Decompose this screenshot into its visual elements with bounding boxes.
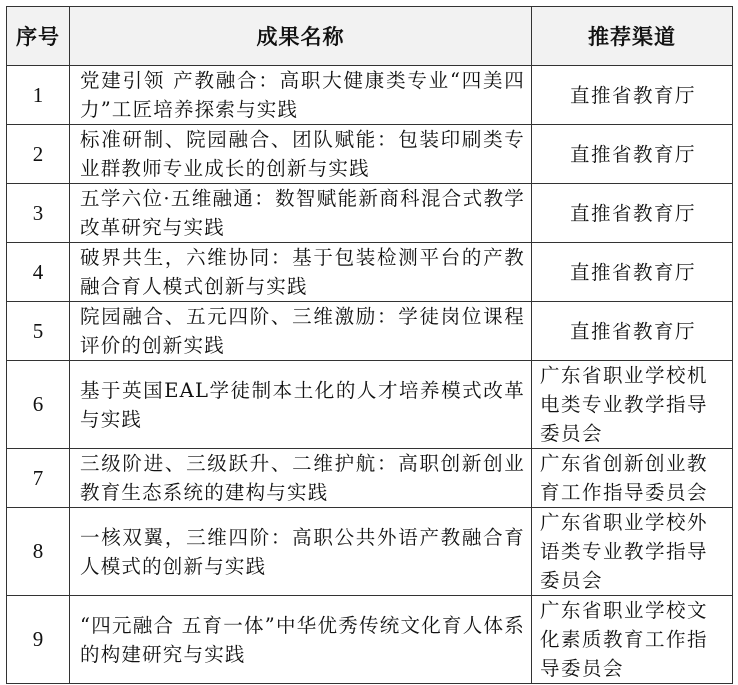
row-name: 院园融合、五元四阶、三维激励：学徒岗位课程评价的创新实践: [70, 302, 532, 361]
row-channel: 广东省职业学校外语类专业教学指导委员会: [532, 508, 733, 596]
row-channel: 直推省教育厅: [532, 66, 733, 125]
table-row: [7, 302, 733, 361]
row-channel: 广东省职业学校文化素质教育工作指导委员会: [532, 596, 733, 684]
table-row: [7, 596, 733, 684]
table-row: [7, 449, 733, 508]
table-row: [7, 184, 733, 243]
row-index: 3: [7, 184, 70, 243]
row-name: 党建引领 产教融合：高职大健康类专业“四美四力”工匠培养探索与实践: [70, 66, 532, 125]
row-name: 三级阶进、三级跃升、二维护航：高职创新创业教育生态系统的建构与实践: [70, 449, 532, 508]
row-name: 标准研制、院园融合、团队赋能：包装印刷类专业群教师专业成长的创新与实践: [70, 125, 532, 184]
row-channel: 直推省教育厅: [532, 184, 733, 243]
row-index: 5: [7, 302, 70, 361]
row-index: 4: [7, 243, 70, 302]
row-index: 2: [7, 125, 70, 184]
table-row: [7, 66, 733, 125]
table-row: [7, 125, 733, 184]
row-channel: 广东省创新创业教育工作指导委员会: [532, 449, 733, 508]
achievements-table: [6, 6, 733, 684]
row-name: 基于英国EAL学徒制本土化的人才培养模式改革与实践: [70, 361, 532, 449]
header-channel: 推荐渠道: [532, 7, 733, 66]
table-row: [7, 508, 733, 596]
table-row: [7, 243, 733, 302]
row-name: “四元融合 五育一体”中华优秀传统文化育人体系的构建研究与实践: [70, 596, 532, 684]
row-channel: 直推省教育厅: [532, 243, 733, 302]
row-name: 一核双翼，三维四阶：高职公共外语产教融合育人模式的创新与实践: [70, 508, 532, 596]
row-channel: 直推省教育厅: [532, 125, 733, 184]
row-index: 7: [7, 449, 70, 508]
row-name: 破界共生，六维协同：基于包装检测平台的产教融合育人模式创新与实践: [70, 243, 532, 302]
row-index: 8: [7, 508, 70, 596]
row-index: 9: [7, 596, 70, 684]
row-name: 五学六位·五维融通：数智赋能新商科混合式教学改革研究与实践: [70, 184, 532, 243]
table-row: [7, 361, 733, 449]
row-index: 1: [7, 66, 70, 125]
row-channel: 广东省职业学校机电类专业教学指导委员会: [532, 361, 733, 449]
row-index: 6: [7, 361, 70, 449]
row-channel: 直推省教育厅: [532, 302, 733, 361]
document-page: [6, 6, 732, 684]
header-index: 序号: [7, 7, 70, 66]
table-header-row: [7, 7, 733, 66]
header-name: 成果名称: [70, 7, 532, 66]
